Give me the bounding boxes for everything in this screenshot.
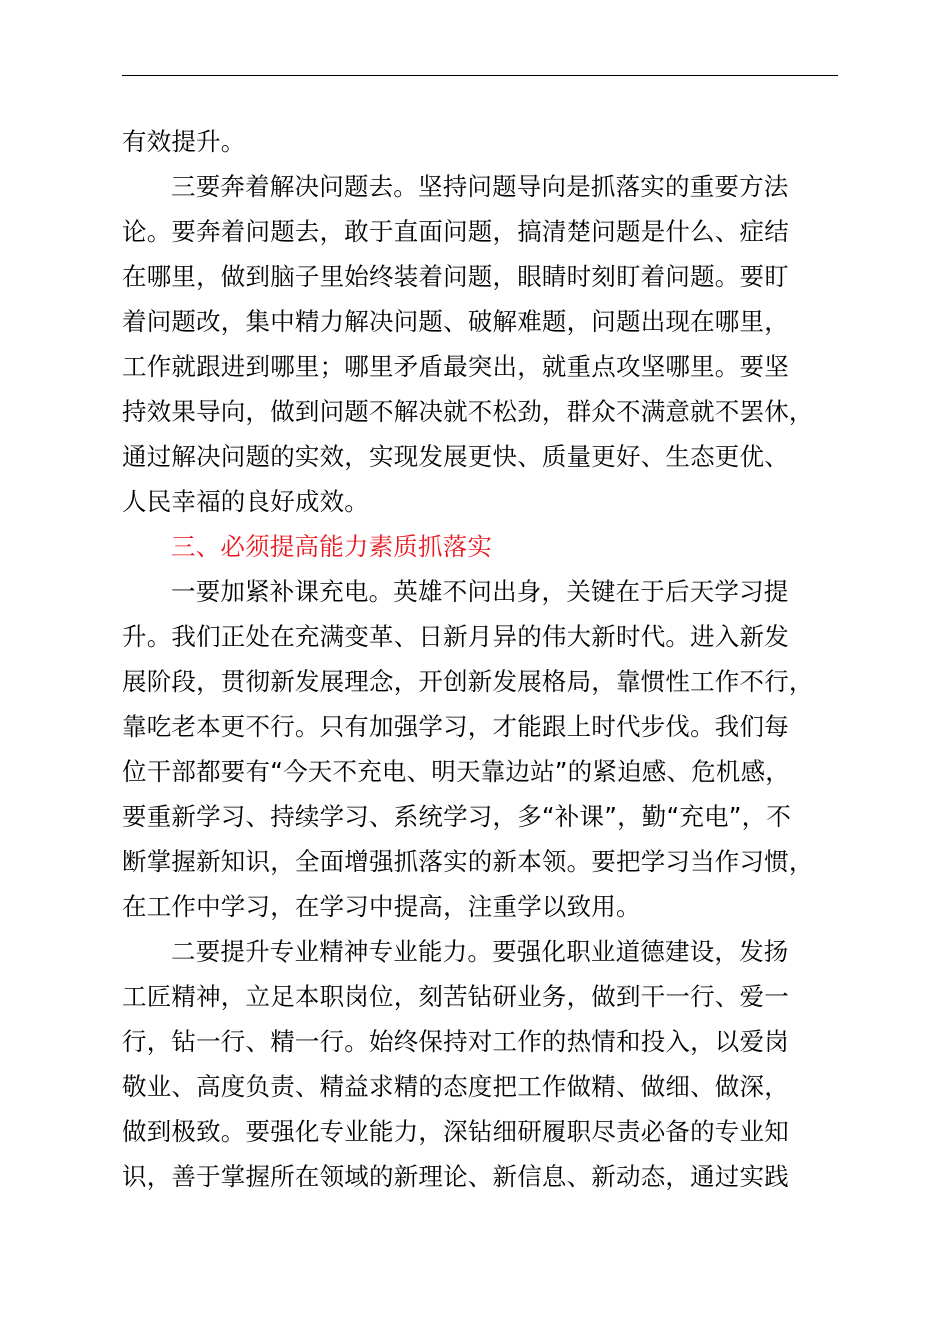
- body-text-line: 工作就跟进到哪里；哪里矛盾最突出，就重点攻坚哪里。要坚: [122, 352, 789, 381]
- document-body: [122, 119, 838, 1199]
- body-text-line: 通过解决问题的实效，实现发展更快、质量更好、生态更优、: [122, 442, 789, 471]
- body-text-line: 行，钻一行、精一行。始终保持对工作的热情和投入，以爱岗: [122, 1027, 789, 1056]
- body-text-line: 论。要奔着问题去，敢于直面问题，搞清楚问题是什么、症结: [122, 217, 789, 246]
- header-rule: [122, 75, 838, 76]
- body-text-line: 二要提升专业精神专业能力。要强化职业道德建设，发扬: [171, 937, 789, 966]
- body-text-line: 人民幸福的良好成效。: [122, 487, 369, 516]
- section-heading: 三、必须提高能力素质抓落实: [171, 532, 493, 561]
- body-text-line: 要重新学习、持续学习、系统学习，多“补课”，勤“充电”，不: [122, 802, 792, 831]
- body-text-line: 位干部都要有“今天不充电、明天靠边站”的紧迫感、危机感，: [122, 757, 790, 786]
- body-text-line: 靠吃老本更不行。只有加强学习，才能跟上时代步伐。我们每: [122, 712, 789, 741]
- body-text-line: 工匠精神，立足本职岗位，刻苦钻研业务，做到干一行、爱一: [122, 982, 789, 1011]
- body-text-line: 三要奔着解决问题去。坚持问题导向是抓落实的重要方法: [171, 172, 789, 201]
- body-text-line: 有效提升。: [122, 127, 246, 156]
- body-text-line: 在哪里，做到脑子里始终装着问题，眼睛时刻盯着问题。要盯: [122, 262, 789, 291]
- body-text-line: 着问题改，集中精力解决问题、破解难题，问题出现在哪里，: [122, 307, 789, 336]
- body-text-line: 识，善于掌握所在领域的新理论、新信息、新动态，通过实践: [122, 1162, 789, 1191]
- body-text-line: 展阶段，贯彻新发展理念，开创新发展格局，靠惯性工作不行，: [122, 667, 814, 696]
- body-text-line: 升。我们正处在充满变革、日新月异的伟大新时代。进入新发: [122, 622, 789, 651]
- body-text-line: 断掌握新知识，全面增强抓落实的新本领。要把学习当作习惯，: [122, 847, 814, 876]
- body-text-line: 持效果导向，做到问题不解决就不松劲，群众不满意就不罢休，: [122, 397, 814, 426]
- body-text-line: 一要加紧补课充电。英雄不问出身，关键在于后天学习提: [171, 577, 789, 606]
- body-text-line: 敬业、高度负责、精益求精的态度把工作做精、做细、做深，: [122, 1072, 789, 1101]
- body-text-line: 在工作中学习，在学习中提高，注重学以致用。: [122, 892, 641, 921]
- body-text-line: 做到极致。要强化专业能力，深钻细研履职尽责必备的专业知: [122, 1117, 789, 1146]
